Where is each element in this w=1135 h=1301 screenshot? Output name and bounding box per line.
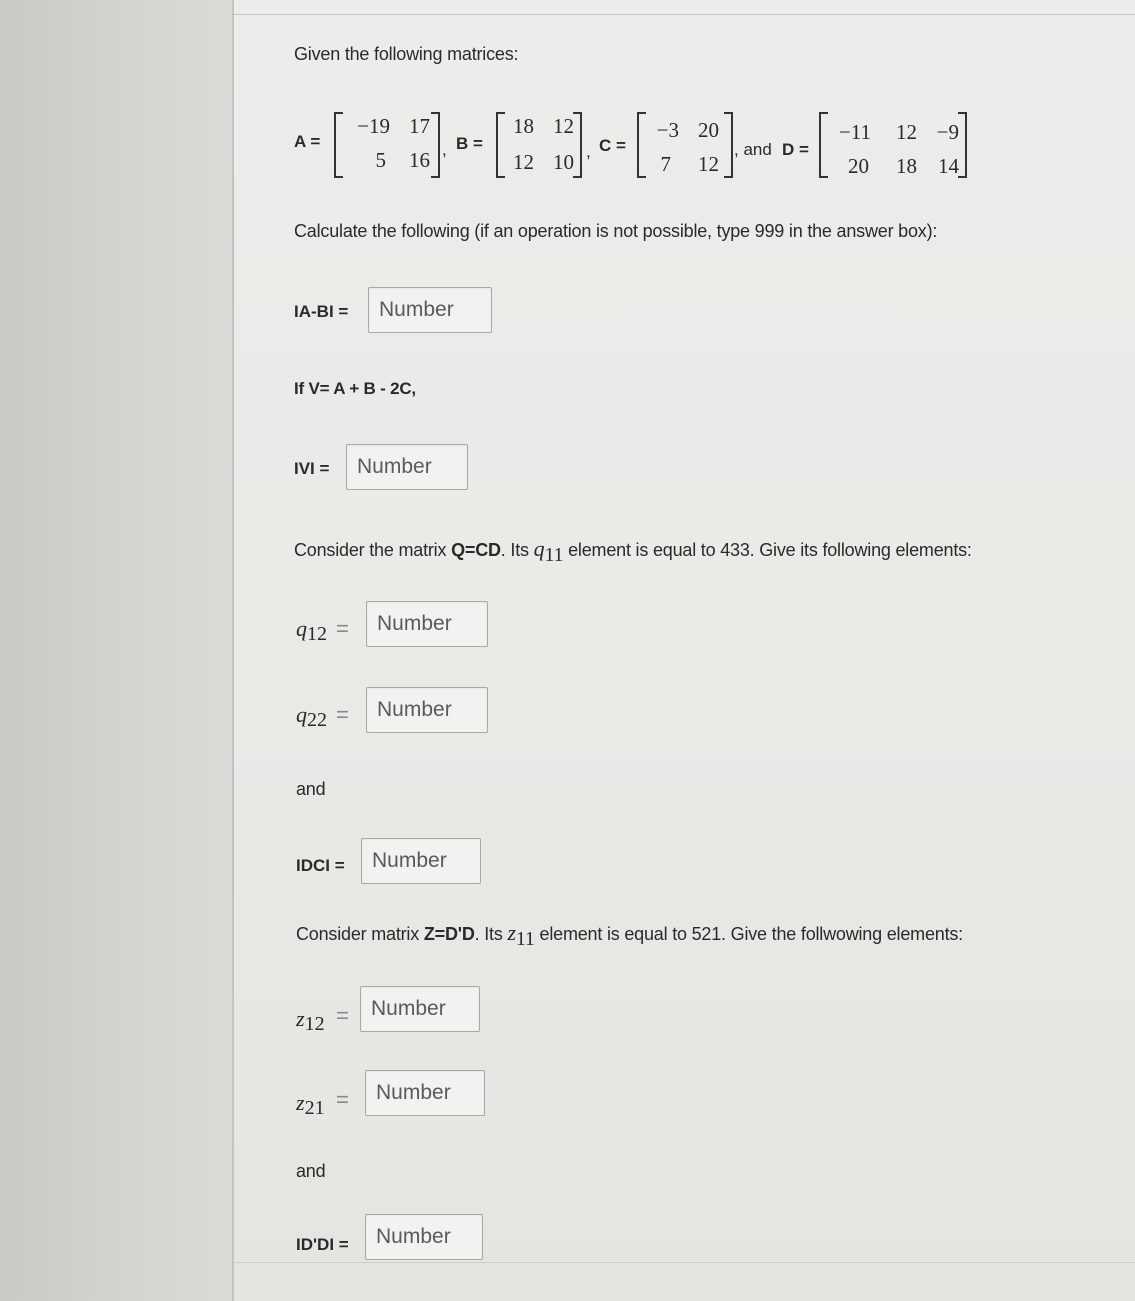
matrix-c-cell: −3 [656,118,679,142]
q-intro [294,536,972,567]
matrix-a-cell: −19 [357,114,390,138]
bottom-divider [234,1262,1135,1263]
left-gutter [0,0,232,1301]
matrix-a-cell: 16 [409,148,430,172]
input-placeholder: Number [371,997,446,1020]
abs-dtd-input[interactable] [365,1214,483,1260]
q-intro-mid: . Its [500,540,529,560]
q-intro-post: element is equal to 433. Give its following elements: [568,540,972,560]
input-placeholder: Number [376,1225,451,1248]
matrix-b-label: B = [456,134,483,153]
q-intro-matrix: Q=CD [451,540,501,560]
matrix-b-sep: , [586,142,591,161]
matrix-c-cell: 12 [698,152,719,176]
v-definition: If V= A + B - 2C, [294,379,416,398]
z12-input[interactable] [360,986,480,1032]
z12-equals: = [336,1003,349,1028]
matrix-d-cell: 18 [896,154,917,178]
abs-a-minus-b-label: IA-BI = [294,302,349,321]
q-intro-pre: Consider the matrix [294,540,447,560]
heading: Given the following matrices: [294,44,519,64]
matrix-b-cell: 18 [513,114,534,138]
matrix-a-sep: , [442,140,447,159]
abs-dtd-label: ID'DI = [296,1235,349,1254]
q12-label: $q_{12}$ [296,616,327,645]
matrices-row [294,112,984,184]
matrix-a-cell: 17 [409,114,430,138]
q22-input[interactable] [366,687,488,733]
z21-input[interactable] [365,1070,485,1116]
q12-input[interactable] [366,601,488,647]
matrix-b-cell: 12 [553,114,574,138]
matrix-b-cell: 12 [513,150,534,174]
abs-a-minus-b-input[interactable] [368,287,492,333]
and-text: and [296,779,326,799]
matrix-c [637,112,733,176]
z12-label: $z_{12}$ [296,1006,325,1035]
z-intro-post: element is equal to 521. Give the follwowing elements: [539,924,963,944]
z-intro [296,920,963,951]
q22-label: $q_{22}$ [296,702,327,731]
z11-var: $z_{11}$ [507,920,535,950]
matrix-c-sep: , and [734,140,772,159]
matrix-b-cell: 10 [553,150,574,174]
instructions: Calculate the following (if an operation is not possible, type 999 in the answer box): [294,221,938,241]
matrix-d-cell: 14 [938,154,959,178]
input-placeholder: Number [357,455,432,478]
z-intro-pre: Consider matrix [296,924,420,944]
matrix-d-cell: −9 [936,120,959,144]
top-divider [234,14,1135,15]
input-placeholder: Number [376,1081,451,1104]
matrix-d-cell: 20 [848,154,869,178]
matrix-a-label: A = [294,132,321,151]
matrix-d-cell: −11 [838,120,871,144]
z-intro-matrix: Z=D'D [423,924,475,944]
z21-label: $z_{21}$ [296,1090,325,1119]
abs-v-input[interactable] [346,444,468,490]
matrix-d [819,112,967,176]
matrix-a [334,112,440,176]
q11-var: $q_{11}$ [533,536,564,566]
input-placeholder: Number [377,698,452,721]
and-text-2: and [296,1161,326,1181]
z-intro-mid: . Its [474,924,503,944]
matrix-b [496,112,582,176]
matrix-c-cell: 7 [660,152,671,176]
abs-v-label: IVI = [294,459,330,478]
input-placeholder: Number [372,849,447,872]
matrix-a-cell: 5 [375,148,386,172]
abs-dc-label: IDCI = [296,856,345,875]
abs-dc-input[interactable] [361,838,481,884]
q22-equals: = [336,702,349,727]
input-placeholder: Number [379,298,454,321]
matrix-d-cell: 12 [896,120,917,144]
input-placeholder: Number [377,612,452,635]
matrix-d-label: D = [782,140,809,159]
q12-equals: = [336,616,349,641]
matrix-c-cell: 20 [698,118,719,142]
z21-equals: = [336,1087,349,1112]
matrix-c-label: C = [599,136,626,155]
